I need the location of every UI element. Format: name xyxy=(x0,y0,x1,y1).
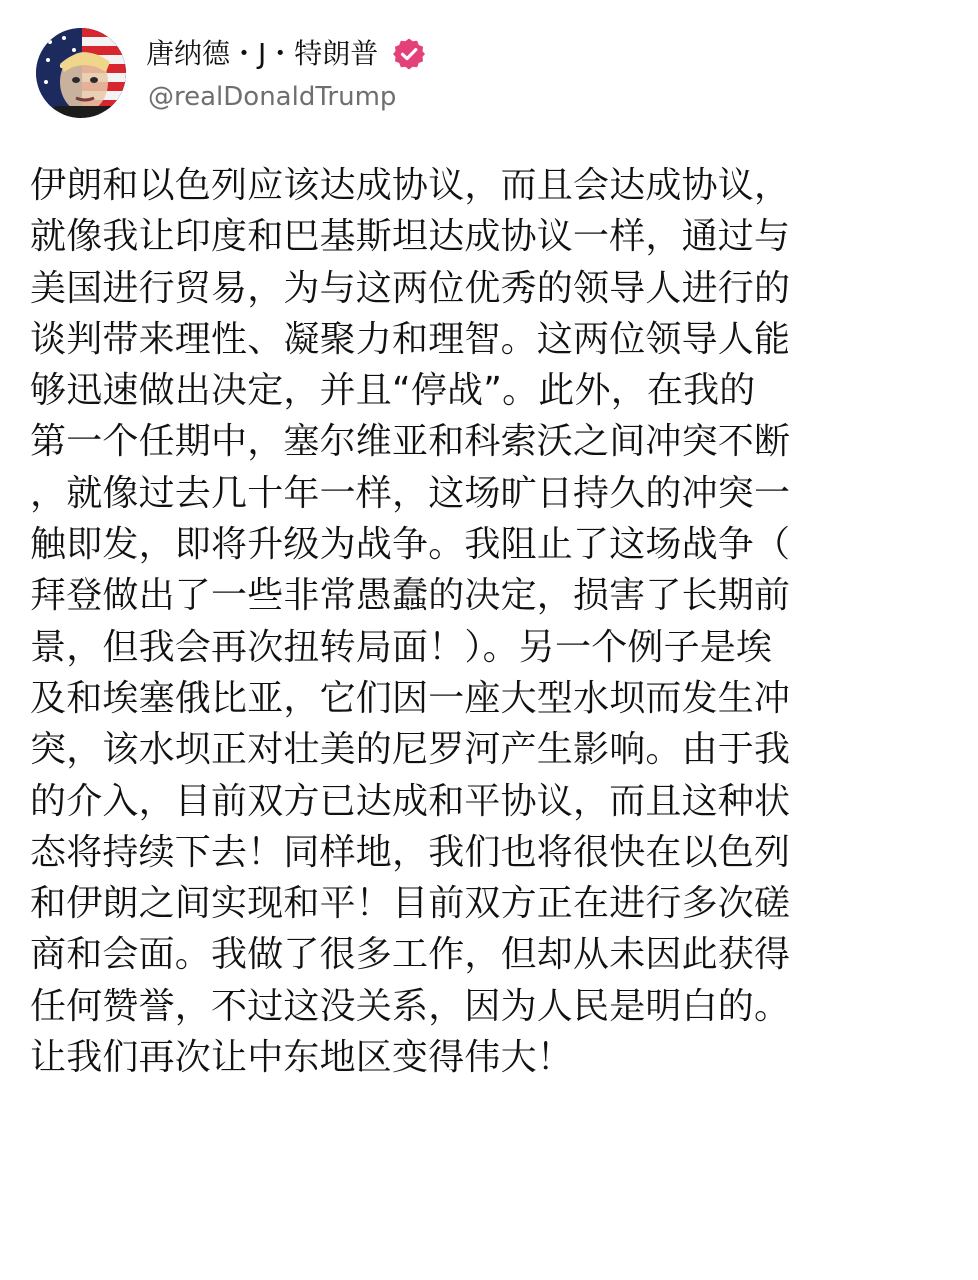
profile-avatar[interactable] xyxy=(36,28,126,118)
post-header xyxy=(36,28,936,120)
author-handle[interactable]: @realDonaldTrump xyxy=(148,82,397,112)
post-text: 伊朗和以色列应该达成协议，而且会达成协议， 就像我让印度和巴基斯坦达成协议一样，通过与 美国进行贸易，为与这两位优秀的领导人进行的 谈判带来理性、凝聚力和理智。这两位领导人能 够迅速做出决定，并且“停战”。此外，在我的 第一个任期中，塞尔维亚和科索沃之间冲突不断 ，就像过去几十年一样，这场旷日持久的冲突一 触即发，即将升级为战争。我阻止了这场战争（ 拜登做出了一些非常愚蠢的决定，损害了长期前 景，但我会再次扭转局面！）。另一个例子是埃 及和埃塞俄比亚，它们因一座大型水坝而发生冲 突，该水坝正对壮美的尼罗河产生影响。由于我 的介入，目前双方已达成和平协议，而且这种状 态将持续下去！同样地，我们也将很快在以色列 和伊朗之间实现和平！目前双方正在进行多次磋 商和会面。我做了很多工作，但却从未因此获得 任何赞誉，不过这没关系，因为人民是明白的。 让我们再次让中东地区变得伟大！ xyxy=(30,165,791,1079)
verified-badge-icon xyxy=(392,37,426,71)
author-name[interactable]: 唐纳德・J・特朗普 xyxy=(146,37,379,70)
avatar-image xyxy=(36,28,126,118)
author-name-row xyxy=(146,34,426,74)
